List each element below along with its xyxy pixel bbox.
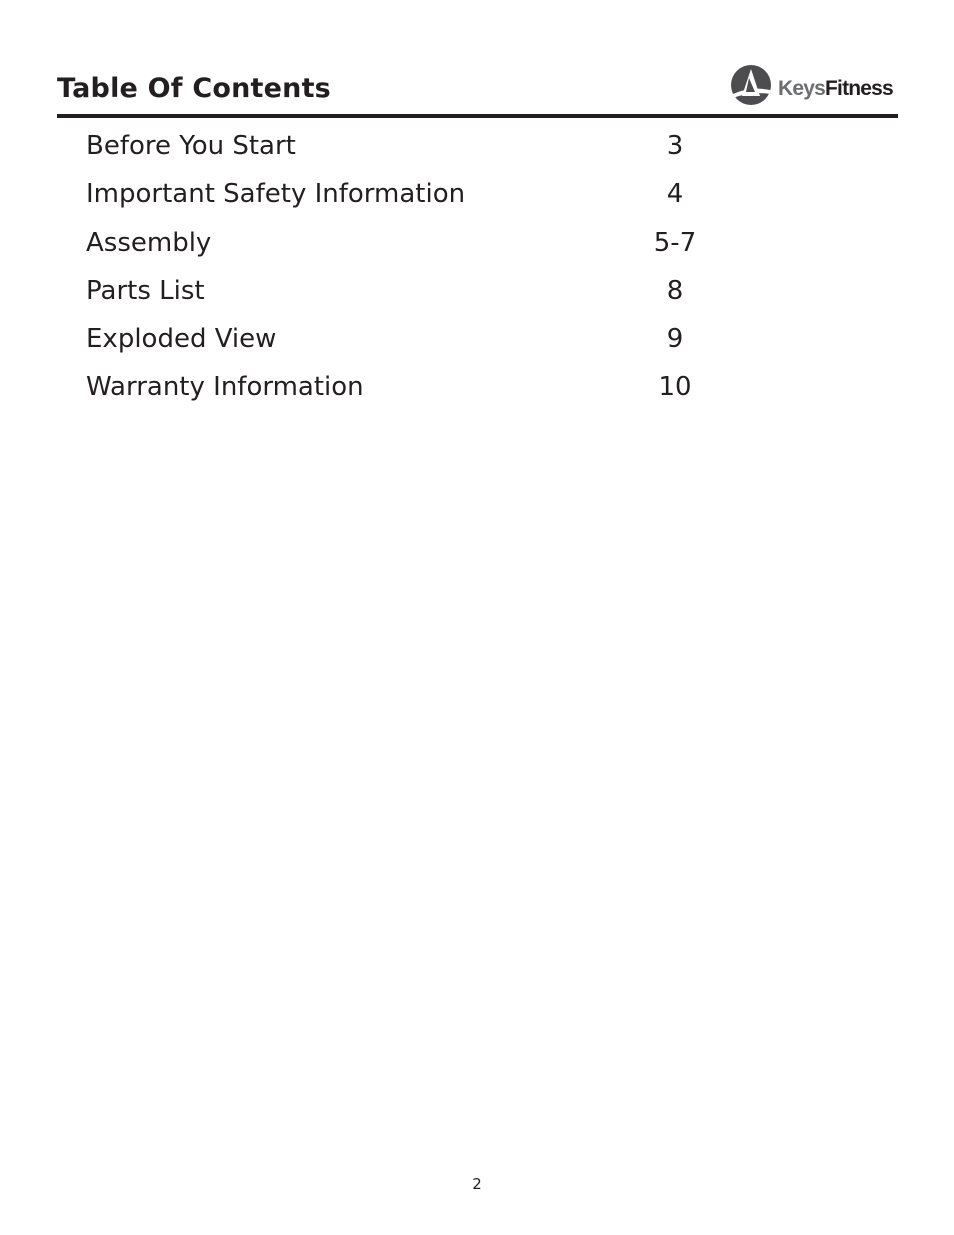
toc-entry-parts-list[interactable]	[86, 269, 726, 317]
toc-entry-page: 5-7	[653, 227, 697, 258]
toc-entry-before-you-start[interactable]	[86, 124, 726, 172]
keys-fitness-logo	[730, 64, 900, 108]
logo-wordmark	[778, 76, 893, 102]
page-title: Table Of Contents	[57, 73, 331, 104]
toc-entry-title: Parts List	[86, 275, 205, 306]
toc-entry-warranty-information[interactable]	[86, 365, 726, 413]
header-divider	[57, 114, 898, 118]
toc-entry-title: Exploded View	[86, 324, 277, 355]
page-number: 2	[472, 1175, 482, 1193]
toc-entry-exploded-view[interactable]	[86, 317, 726, 365]
toc-entry-title: Important Safety Information	[86, 179, 466, 210]
toc-entry-page: 9	[666, 324, 684, 355]
logo-text-keys: Keys	[778, 77, 826, 100]
toc-entry-important-safety-information[interactable]	[86, 172, 726, 220]
toc-entry-page: 4	[666, 179, 684, 210]
toc-entry-title: Assembly	[86, 227, 212, 258]
toc-entry-assembly[interactable]	[86, 221, 726, 269]
table-of-contents	[86, 124, 726, 414]
toc-entry-page: 10	[658, 372, 692, 403]
toc-entry-page: 8	[666, 275, 684, 306]
logo-text-fitness: Fitness	[825, 77, 893, 100]
keys-fitness-runner-logo-icon	[730, 64, 774, 108]
toc-entry-page: 3	[666, 131, 684, 161]
toc-entry-title: Before You Start	[86, 131, 296, 161]
toc-entry-title: Warranty Information	[86, 372, 364, 403]
